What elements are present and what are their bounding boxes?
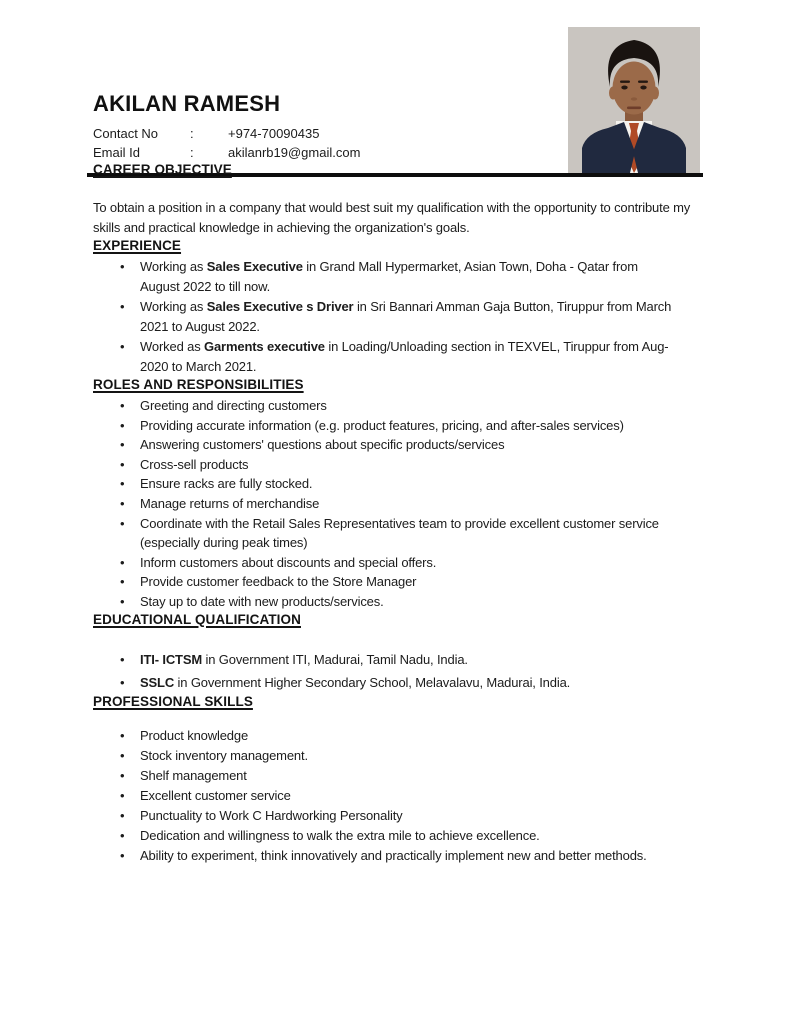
bullet-text: Manage returns of merchandise <box>140 495 320 511</box>
bullet-marker-icon: • <box>120 339 125 354</box>
contact-colon: : <box>190 126 194 141</box>
contact-email-value: akilanrb19@gmail.com <box>228 145 361 160</box>
bullet-item <box>93 474 703 494</box>
bullet-marker-icon: • <box>120 259 125 274</box>
bullet-item <box>93 726 703 746</box>
bullet-item <box>93 786 703 806</box>
bullet-item <box>93 435 703 455</box>
bullet-marker-icon: • <box>120 747 125 763</box>
bullet-marker-icon: • <box>120 807 125 823</box>
contact-phone-value: +974-70090435 <box>228 126 320 141</box>
bullet-text: SSLC in Government Higher Secondary School, Melavalavu, Madurai, India. <box>140 674 571 690</box>
bullet-item <box>93 257 703 297</box>
bullet-text: Working as Sales Executive in Grand Mall Hypermarket, Asian Town, Doha - Qatar from August 2022 to till now. <box>140 259 638 294</box>
bullet-text: Cross-sell products <box>140 456 249 472</box>
contact-label: Contact No <box>93 126 159 141</box>
bullet-item <box>93 297 703 337</box>
bullet-marker-icon: • <box>120 574 125 590</box>
skills-list <box>93 726 703 866</box>
bullet-marker-icon: • <box>120 651 125 667</box>
bullet-marker-icon: • <box>120 299 125 314</box>
bullet-item <box>93 846 703 866</box>
contact-row-email <box>93 143 703 162</box>
bullet-text: Providing accurate information (e.g. product features, pricing, and after-sales services) <box>140 417 624 433</box>
bullet-marker-icon: • <box>120 476 125 492</box>
bullet-item <box>93 494 703 514</box>
bullet-item <box>93 592 703 612</box>
bullet-item <box>93 514 703 553</box>
bullet-item <box>93 806 703 826</box>
bullet-marker-icon: • <box>120 593 125 609</box>
bullet-marker-icon: • <box>120 437 125 453</box>
section-heading-experience: EXPERIENCE <box>93 238 182 253</box>
contact-colon: : <box>190 145 194 160</box>
bullet-item <box>93 455 703 475</box>
section-heading-career-objective: CAREER OBJECTIVE <box>93 162 232 177</box>
bullet-text: Punctuality to Work C Hardworking Personality <box>140 807 403 823</box>
bullet-text: Dedication and willingness to walk the extra mile to achieve excellence. <box>140 827 540 843</box>
bullet-text: Product knowledge <box>140 727 249 743</box>
bullet-text: Ability to experiment, think innovatively and practically implement new and better methods. <box>140 847 647 863</box>
bullet-text: Stay up to date with new products/services. <box>140 593 384 609</box>
bullet-item <box>93 746 703 766</box>
bullet-marker-icon: • <box>120 398 125 413</box>
bullet-item <box>93 572 703 592</box>
bullet-marker-icon: • <box>120 515 125 531</box>
bullet-marker-icon: • <box>120 827 125 843</box>
bullet-marker-icon: • <box>120 847 125 863</box>
bullet-marker-icon: • <box>120 456 125 472</box>
bullet-item <box>93 766 703 786</box>
bullet-marker-icon: • <box>120 417 125 433</box>
education-list <box>93 648 703 694</box>
section-heading-skills: PROFESSIONAL SKILLS <box>93 693 253 709</box>
bullet-marker-icon: • <box>120 674 125 690</box>
career-objective-paragraph: To obtain a position in a company that would best suit my qualification with the opportunity to contribute my skills and practical knowledge in achieving the organization's goals. <box>93 200 691 235</box>
bullet-item <box>93 648 703 671</box>
experience-list <box>93 257 703 377</box>
bullet-marker-icon: • <box>120 495 125 511</box>
bullet-marker-icon: • <box>120 787 125 803</box>
roles-list <box>93 396 703 612</box>
bullet-text: Inform customers about discounts and special offers. <box>140 554 437 570</box>
candidate-name: AKILAN RAMESH <box>93 91 281 116</box>
bullet-text: Coordinate with the Retail Sales Representatives team to provide excellent customer service (especially during peak times) <box>140 515 659 551</box>
bullet-item <box>93 826 703 846</box>
bullet-text: Shelf management <box>140 767 247 783</box>
bullet-item <box>93 416 703 436</box>
bullet-text: Answering customers' questions about specific products/services <box>140 437 505 453</box>
bullet-item <box>93 396 703 416</box>
bullet-text: Excellent customer service <box>140 787 291 803</box>
bullet-text: ITI- ICTSM in Government ITI, Madurai, Tamil Nadu, India. <box>140 651 468 667</box>
bullet-text: Worked as Garments executive in Loading/Unloading section in TEXVEL, Tiruppur from Aug-2020 to March 2021. <box>140 339 669 374</box>
contact-label: Email Id <box>93 145 140 160</box>
bullet-item <box>93 671 703 694</box>
bullet-text: Working as Sales Executive s Driver in Sri Bannari Amman Gaja Button, Tiruppur from March 2021 to August 2022. <box>140 299 672 334</box>
resume-content <box>93 0 703 866</box>
section-heading-roles: ROLES AND RESPONSIBILITIES <box>93 377 304 392</box>
bullet-text: Provide customer feedback to the Store Manager <box>140 574 417 590</box>
contact-row-phone <box>93 124 703 143</box>
bullet-marker-icon: • <box>120 554 125 570</box>
bullet-text: Greeting and directing customers <box>140 398 327 413</box>
bullet-item <box>93 553 703 573</box>
bullet-marker-icon: • <box>120 727 125 743</box>
bullet-marker-icon: • <box>120 767 125 783</box>
bullet-text: Stock inventory management. <box>140 747 308 763</box>
bullet-text: Ensure racks are fully stocked. <box>140 476 313 492</box>
section-heading-education: EDUCATIONAL QUALIFICATION <box>93 611 301 627</box>
contact-block <box>93 124 703 162</box>
bullet-item <box>93 337 703 377</box>
